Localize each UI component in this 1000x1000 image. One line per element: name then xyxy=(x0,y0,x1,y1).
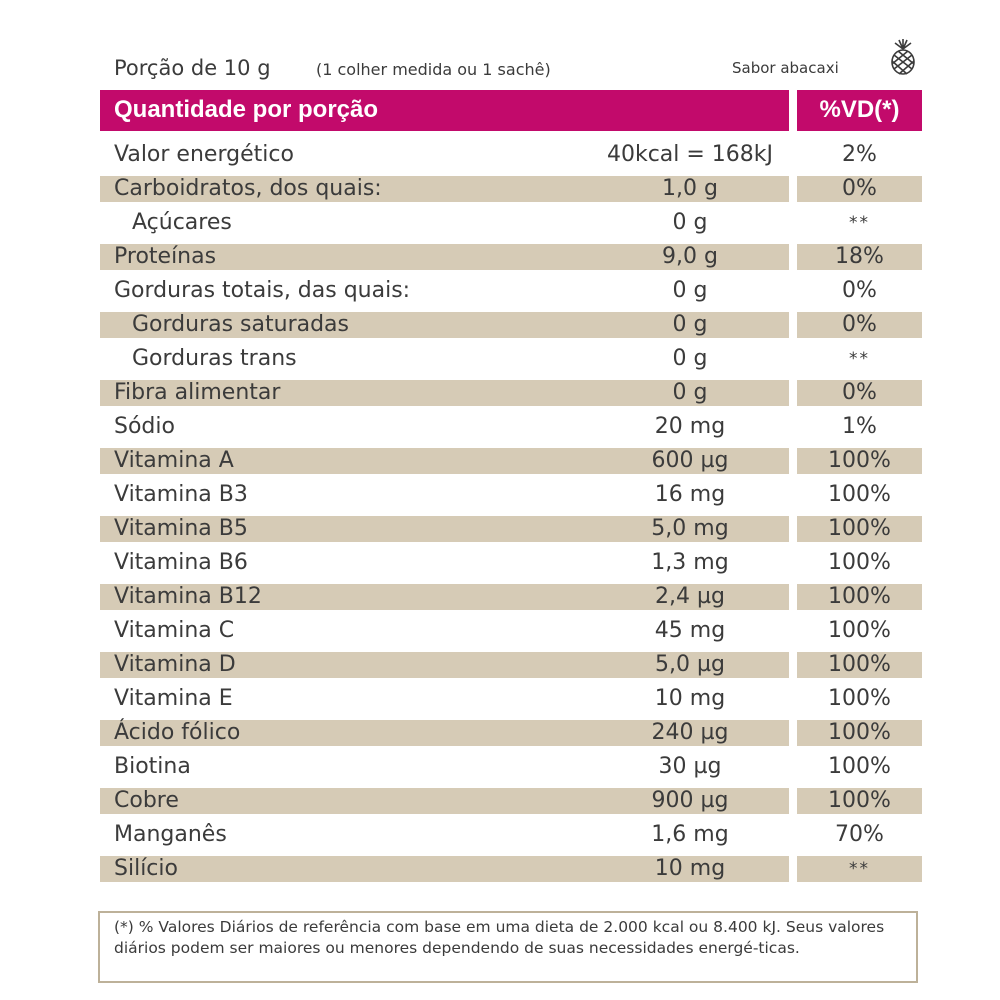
table-row xyxy=(0,546,1000,580)
nutrient-amount: 240 µg xyxy=(651,720,729,745)
nutrient-vd: 70% xyxy=(835,822,884,847)
vd-header xyxy=(797,90,922,131)
nutrient-label: Fibra alimentar xyxy=(114,380,281,405)
nutrient-vd: 100% xyxy=(828,584,891,609)
footnote: (*) % Valores Diários de referência com base em uma dieta de 2.000 kcal ou 8.400 kJ. Seus valores diários podem ser maiores ou menores dependendo de suas necessidades energé-ticas. xyxy=(98,911,918,983)
nutrient-amount: 0 g xyxy=(672,346,708,371)
nutrient-label: Biotina xyxy=(114,754,191,779)
table-row xyxy=(0,580,1000,614)
nutrient-amount: 30 µg xyxy=(658,754,722,779)
quantity-header-label: Quantidade por porção xyxy=(114,96,379,123)
nutrient-label: Gorduras trans xyxy=(132,346,297,371)
table-row xyxy=(0,716,1000,750)
nutrient-vd: 100% xyxy=(828,686,891,711)
nutrient-vd: ** xyxy=(849,213,870,233)
table-row xyxy=(0,376,1000,410)
nutrient-amount: 40kcal = 168kJ xyxy=(606,142,774,167)
portion-note: (1 colher medida ou 1 sachê) xyxy=(316,60,551,79)
table-row xyxy=(0,308,1000,342)
nutrient-vd: 100% xyxy=(828,618,891,643)
table-row xyxy=(0,342,1000,376)
nutrient-vd: 100% xyxy=(828,652,891,677)
table-row xyxy=(0,206,1000,240)
nutrient-vd: 100% xyxy=(828,516,891,541)
nutrient-amount: 2,4 µg xyxy=(655,584,725,609)
table-row xyxy=(0,614,1000,648)
nutrient-amount: 0 g xyxy=(672,312,708,337)
nutrient-vd: 2% xyxy=(842,142,877,167)
table-row xyxy=(0,852,1000,886)
nutrient-vd: ** xyxy=(849,349,870,369)
nutrient-vd: 100% xyxy=(828,720,891,745)
table-row xyxy=(0,818,1000,852)
table-row xyxy=(0,478,1000,512)
nutrient-amount: 900 µg xyxy=(651,788,729,813)
nutrient-amount: 0 g xyxy=(672,278,708,303)
nutrient-vd: 100% xyxy=(828,448,891,473)
table-row xyxy=(0,274,1000,308)
table-row xyxy=(0,648,1000,682)
nutrient-label: Valor energético xyxy=(114,142,294,167)
nutrient-amount: 45 mg xyxy=(654,618,726,643)
nutrient-label: Vitamina C xyxy=(114,618,235,643)
nutrient-label: Vitamina A xyxy=(114,448,234,473)
nutrient-vd: 100% xyxy=(828,788,891,813)
nutrient-label: Vitamina B6 xyxy=(114,550,248,575)
vd-header-label: %VD(*) xyxy=(819,96,900,123)
portion-size: Porção de 10 g xyxy=(114,56,271,80)
nutrient-label: Carboidratos, dos quais: xyxy=(114,176,382,201)
nutrient-amount: 0 g xyxy=(672,210,708,235)
nutrient-vd: 100% xyxy=(828,550,891,575)
flavor-label: Sabor abacaxi xyxy=(732,59,839,77)
nutrient-label: Gorduras totais, das quais: xyxy=(114,278,411,303)
nutrient-amount: 1,3 mg xyxy=(651,550,729,575)
nutrient-label: Vitamina B12 xyxy=(114,584,262,609)
table-row xyxy=(0,138,1000,172)
nutrient-amount: 20 mg xyxy=(654,414,726,439)
nutrient-amount: 5,0 mg xyxy=(651,516,729,541)
table-row xyxy=(0,750,1000,784)
table-row xyxy=(0,512,1000,546)
nutrient-label: Vitamina B5 xyxy=(114,516,248,541)
nutrient-label: Cobre xyxy=(114,788,179,813)
nutrient-vd: 0% xyxy=(842,380,877,405)
nutrient-amount: 600 µg xyxy=(651,448,729,473)
nutrient-label: Manganês xyxy=(114,822,227,847)
nutrient-label: Vitamina E xyxy=(114,686,233,711)
pineapple-icon xyxy=(888,38,918,76)
nutrient-vd: 0% xyxy=(842,176,877,201)
table-row xyxy=(0,682,1000,716)
nutrient-label: Açúcares xyxy=(132,210,232,235)
nutrient-label: Proteínas xyxy=(114,244,217,269)
nutrient-vd: 1% xyxy=(842,414,877,439)
nutrient-amount: 10 mg xyxy=(654,686,726,711)
nutrient-amount: 10 mg xyxy=(654,856,726,881)
nutrient-label: Sódio xyxy=(114,414,175,439)
nutrient-vd: 100% xyxy=(828,482,891,507)
nutrient-vd: 0% xyxy=(842,312,877,337)
nutrient-amount: 5,0 µg xyxy=(655,652,725,677)
nutrient-amount: 9,0 g xyxy=(662,244,718,269)
nutrient-vd: 100% xyxy=(828,754,891,779)
table-row xyxy=(0,172,1000,206)
nutrient-label: Gorduras saturadas xyxy=(132,312,350,337)
nutrient-amount: 1,0 g xyxy=(662,176,718,201)
portion-header xyxy=(100,50,922,84)
table-row xyxy=(0,784,1000,818)
nutrition-table xyxy=(0,138,1000,886)
nutrient-vd: 0% xyxy=(842,278,877,303)
nutrient-amount: 16 mg xyxy=(654,482,726,507)
nutrient-vd: 18% xyxy=(835,244,884,269)
quantity-header xyxy=(100,90,789,131)
nutrient-label: Vitamina D xyxy=(114,652,236,677)
nutrient-amount: 0 g xyxy=(672,380,708,405)
nutrient-label: Vitamina B3 xyxy=(114,482,248,507)
table-row xyxy=(0,410,1000,444)
table-row xyxy=(0,444,1000,478)
nutrient-label: Ácido fólico xyxy=(114,720,241,745)
table-row xyxy=(0,240,1000,274)
nutrient-amount: 1,6 mg xyxy=(651,822,729,847)
nutrient-label: Silício xyxy=(114,856,178,881)
nutrient-vd: ** xyxy=(849,859,870,879)
